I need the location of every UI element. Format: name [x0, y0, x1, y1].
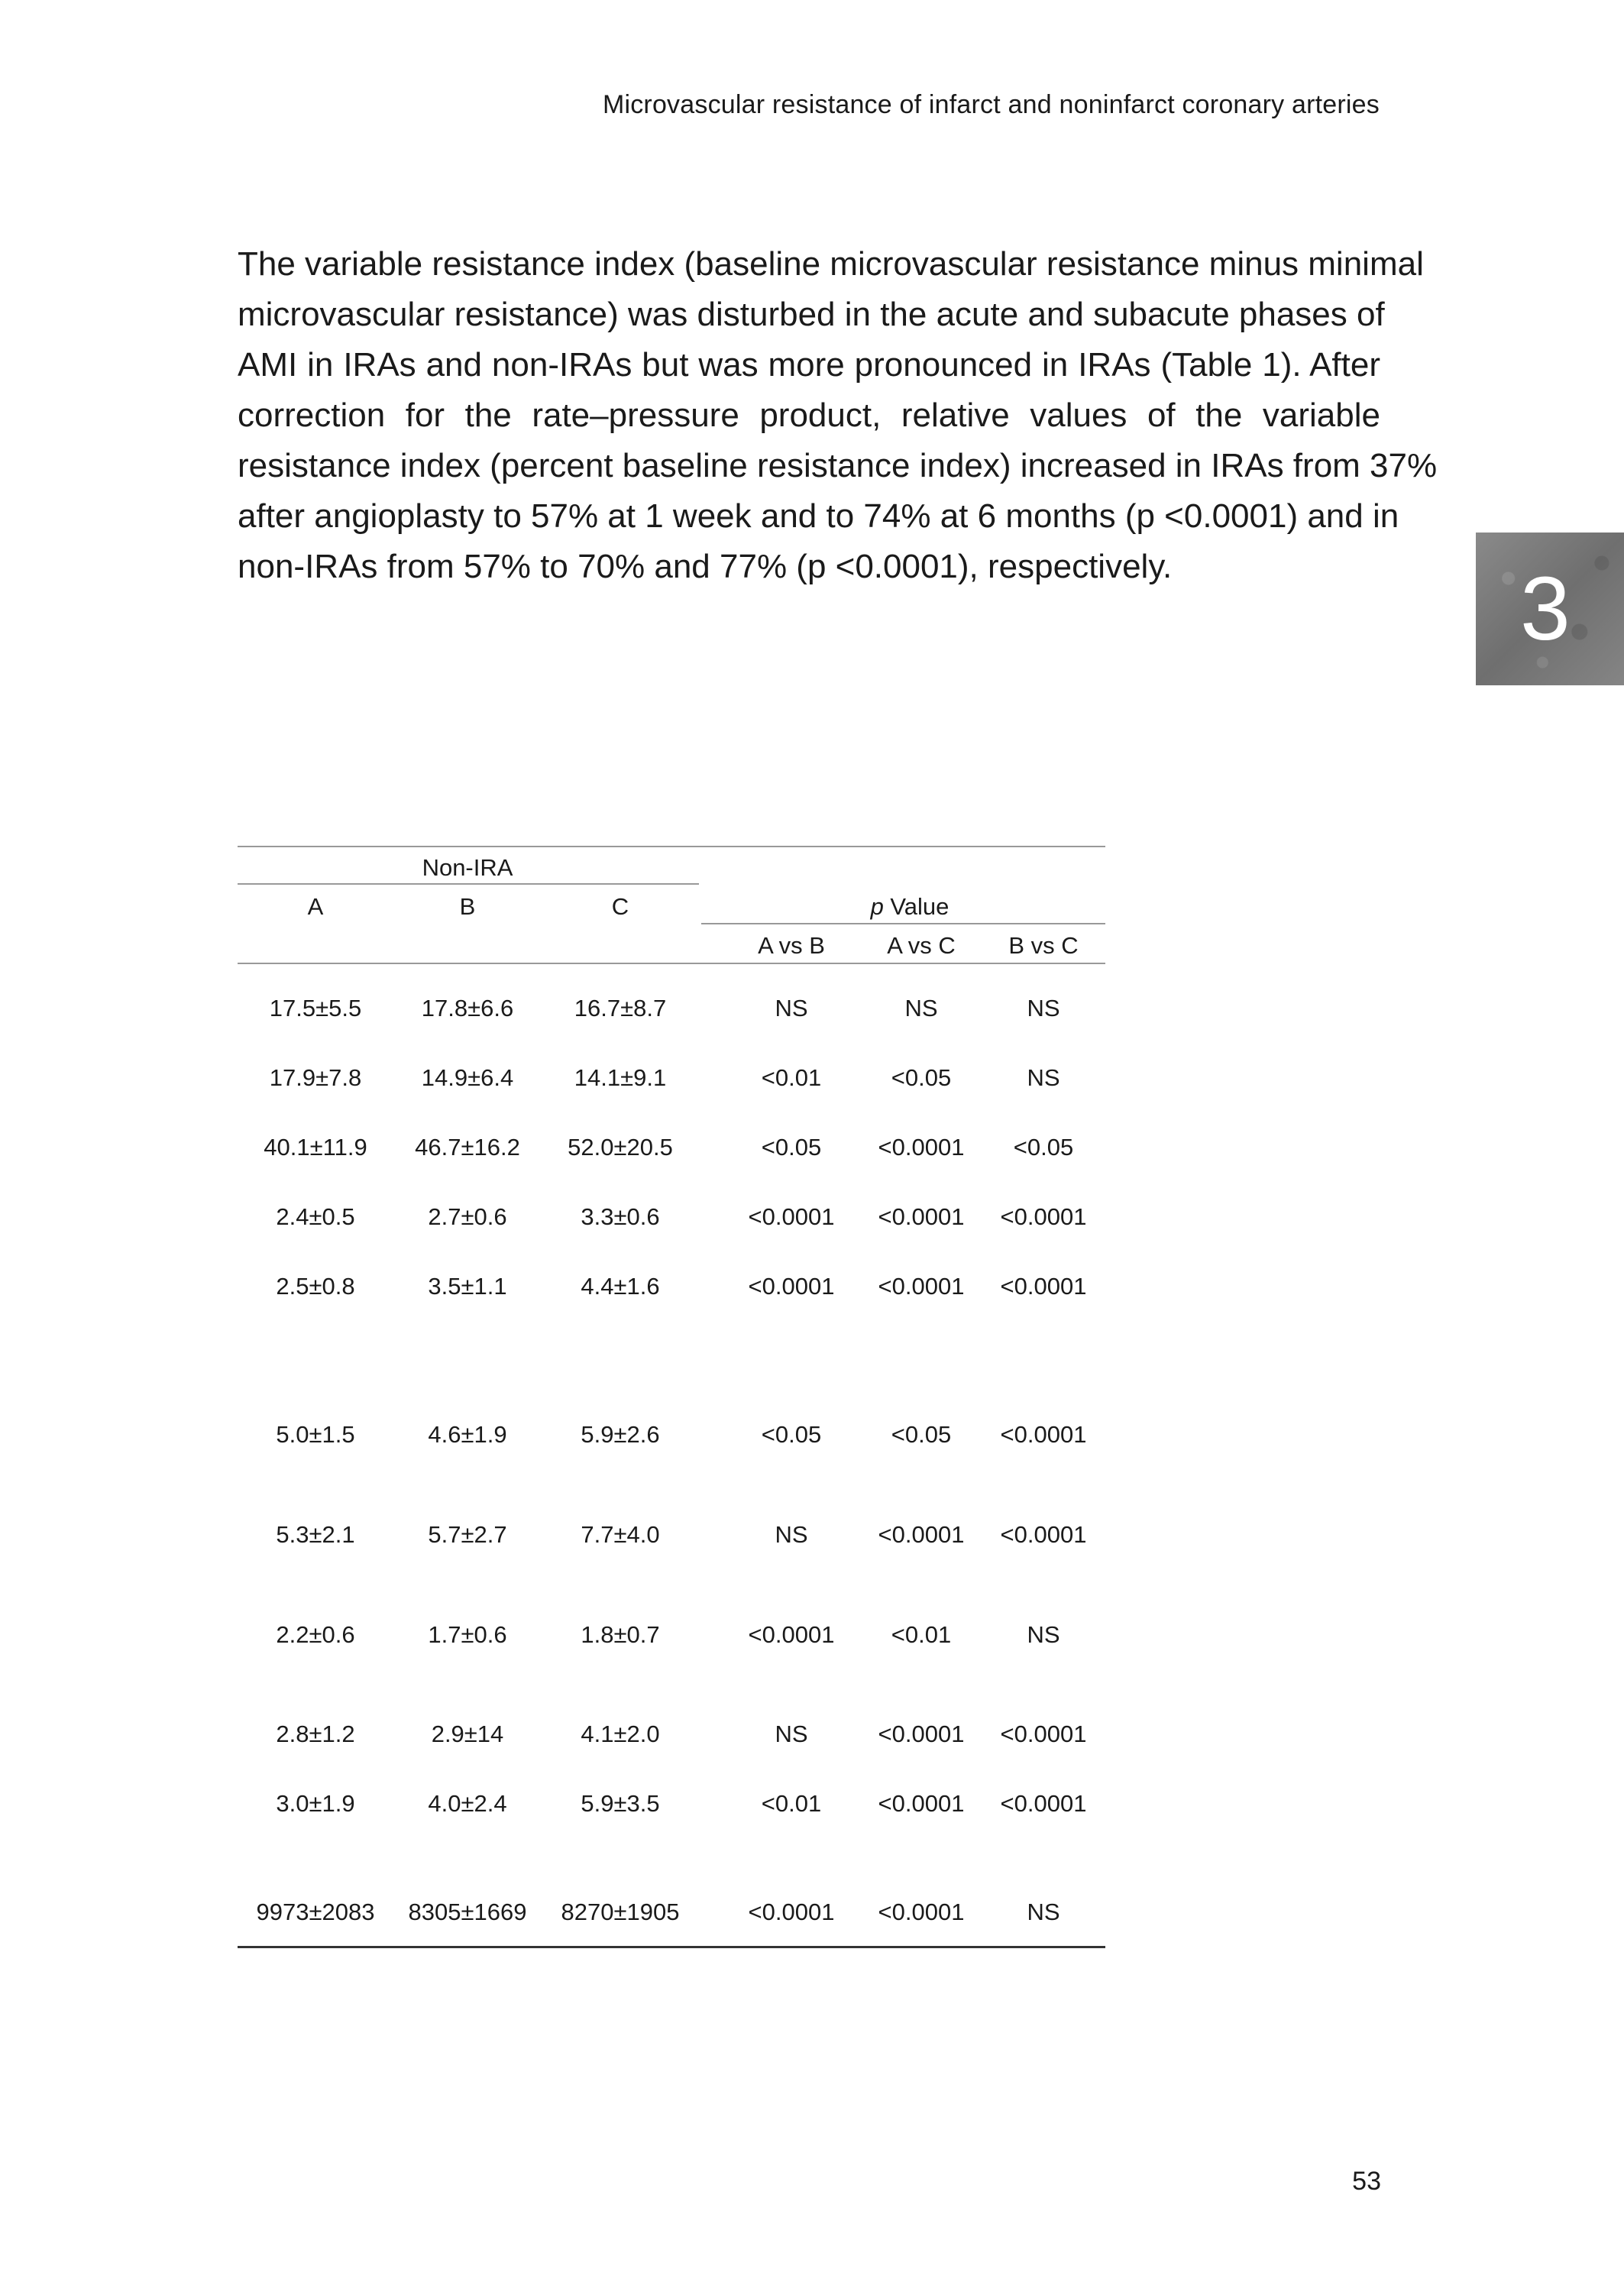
pvalue-header-p: p — [870, 893, 884, 920]
paragraph-line: after angioplasty to 57% at 1 week and to 74% at 6 months (p <0.0001) and in — [238, 497, 1399, 535]
table-cell-group-a: 3.0±1.9 — [276, 1790, 355, 1817]
table-cell-b-vs-c: NS — [1027, 1899, 1060, 1925]
table-cell-a-vs-b: <0.0001 — [748, 1621, 835, 1648]
table-cell-group-b: 2.7±0.6 — [428, 1203, 507, 1230]
table-cell-group-c: 16.7±8.7 — [574, 995, 667, 1021]
table-cell-group-b: 4.0±2.4 — [428, 1790, 507, 1817]
paragraph-line: non-IRAs from 57% to 70% and 77% (p <0.0001), respectively. — [238, 548, 1173, 585]
table-cell-a-vs-c: <0.0001 — [878, 1203, 965, 1230]
pvalue-header-label: Value — [883, 893, 949, 920]
table-cell-a-vs-c: <0.05 — [891, 1064, 952, 1091]
table-cell-group-c: 7.7±4.0 — [581, 1521, 660, 1548]
table-cell-group-a: 2.4±0.5 — [276, 1203, 355, 1230]
table-cell-b-vs-c: NS — [1027, 995, 1060, 1021]
table-cell-group-c: 1.8±0.7 — [581, 1621, 660, 1648]
table-cell-group-c: 5.9±2.6 — [581, 1421, 660, 1448]
col-header-b: B — [459, 893, 476, 920]
running-header: Microvascular resistance of infarct and noninfarct coronary arteries — [602, 90, 1380, 119]
col-header-b-vs-c: B vs C — [1008, 932, 1079, 959]
table-cell-group-b: 2.9±14 — [431, 1721, 504, 1747]
table-cell-group-b: 3.5±1.1 — [428, 1273, 507, 1300]
table-cell-a-vs-b: <0.0001 — [748, 1899, 835, 1925]
group-rule — [238, 883, 699, 885]
paragraph-line: The variable resistance index (baseline microvascular resistance minus minimal — [238, 245, 1424, 283]
table-cell-a-vs-c: <0.05 — [891, 1421, 952, 1448]
table-top-rule — [238, 846, 1105, 847]
table-cell-group-b: 14.9±6.4 — [421, 1064, 514, 1091]
table-cell-a-vs-b: <0.05 — [761, 1134, 822, 1161]
table-cell-group-c: 14.1±9.1 — [574, 1064, 667, 1091]
table-cell-b-vs-c: <0.0001 — [1000, 1203, 1087, 1230]
table-cell-group-a: 5.3±2.1 — [276, 1521, 355, 1548]
col-header-a-vs-b: A vs B — [758, 932, 825, 959]
results-table — [238, 846, 1105, 1954]
paragraph-line: microvascular resistance) was disturbed in the acute and subacute phases of — [238, 296, 1385, 333]
table-cell-group-c: 52.0±20.5 — [568, 1134, 673, 1161]
table-cell-a-vs-b: <0.0001 — [748, 1273, 835, 1300]
table-cell-group-a: 2.5±0.8 — [276, 1273, 355, 1300]
table-cell-group-b: 1.7±0.6 — [428, 1621, 507, 1648]
table-cell-group-a: 5.0±1.5 — [276, 1421, 355, 1448]
paragraph-line: resistance index (percent baseline resistance index) increased in IRAs from 37% — [238, 447, 1438, 484]
table-cell-group-b: 5.7±2.7 — [428, 1521, 507, 1548]
table-cell-b-vs-c: <0.0001 — [1000, 1790, 1087, 1817]
table-cell-a-vs-c: <0.0001 — [878, 1899, 965, 1925]
table-cell-a-vs-c: <0.0001 — [878, 1521, 965, 1548]
table-cell-group-a: 9973±2083 — [256, 1899, 375, 1925]
table-cell-a-vs-c: <0.0001 — [878, 1134, 965, 1161]
table-cell-a-vs-b: <0.0001 — [748, 1203, 835, 1230]
table-cell-group-b: 17.8±6.6 — [421, 995, 514, 1021]
table-cell-group-a: 2.2±0.6 — [276, 1621, 355, 1648]
table-cell-a-vs-b: <0.05 — [761, 1421, 822, 1448]
table-cell-a-vs-c: <0.0001 — [878, 1721, 965, 1747]
table-cell-group-c: 5.9±3.5 — [581, 1790, 660, 1817]
table-cell-a-vs-b: NS — [775, 1721, 808, 1747]
table-cell-b-vs-c: <0.0001 — [1000, 1421, 1087, 1448]
table-cell-group-a: 40.1±11.9 — [264, 1134, 367, 1161]
col-header-a-vs-c: A vs C — [887, 932, 956, 959]
table-cell-group-a: 2.8±1.2 — [276, 1721, 355, 1747]
table-bottom-rule — [238, 1946, 1105, 1948]
paragraph-line: AMI in IRAs and non-IRAs but was more pronounced in IRAs (Table 1). After — [238, 346, 1380, 384]
page-number: 53 — [1352, 2167, 1381, 2196]
table-cell-group-c: 4.1±2.0 — [581, 1721, 660, 1747]
col-header-c: C — [611, 893, 629, 920]
table-cell-a-vs-c: <0.01 — [891, 1621, 952, 1648]
table-cell-a-vs-b: <0.01 — [761, 1064, 822, 1091]
table-cell-group-b: 46.7±16.2 — [415, 1134, 520, 1161]
table-cell-group-a: 17.9±7.8 — [269, 1064, 362, 1091]
chapter-tab: 3 — [1476, 533, 1624, 685]
table-cell-group-c: 3.3±0.6 — [581, 1203, 660, 1230]
table-cell-a-vs-c: <0.0001 — [878, 1273, 965, 1300]
table-cell-b-vs-c: <0.0001 — [1000, 1721, 1087, 1747]
table-cell-a-vs-b: NS — [775, 995, 808, 1021]
table-cell-b-vs-c: <0.0001 — [1000, 1521, 1087, 1548]
body-paragraph — [238, 239, 1438, 592]
table-cell-group-c: 4.4±1.6 — [581, 1273, 660, 1300]
group-header-non-ira: Non-IRA — [422, 854, 513, 881]
table-cell-group-a: 17.5±5.5 — [269, 995, 362, 1021]
table-cell-a-vs-c: <0.0001 — [878, 1790, 965, 1817]
table-cell-b-vs-c: NS — [1027, 1064, 1060, 1091]
col-header-a: A — [307, 893, 324, 920]
table-cell-group-b: 8305±1669 — [408, 1899, 527, 1925]
table-cell-a-vs-c: NS — [904, 995, 938, 1021]
pvalue-rule — [701, 923, 1105, 924]
table-cell-group-b: 4.6±1.9 — [428, 1421, 507, 1448]
table-cell-a-vs-b: NS — [775, 1521, 808, 1548]
table-cell-b-vs-c: NS — [1027, 1621, 1060, 1648]
table-cell-b-vs-c: <0.0001 — [1000, 1273, 1087, 1300]
header-bottom-rule — [238, 963, 1105, 964]
table-cell-a-vs-b: <0.01 — [761, 1790, 822, 1817]
table-cell-b-vs-c: <0.05 — [1013, 1134, 1074, 1161]
table-cell-group-c: 8270±1905 — [561, 1899, 680, 1925]
pvalue-header — [871, 893, 949, 921]
paragraph-line: correction for the rate–pressure product, relative values of the variable — [238, 397, 1380, 434]
